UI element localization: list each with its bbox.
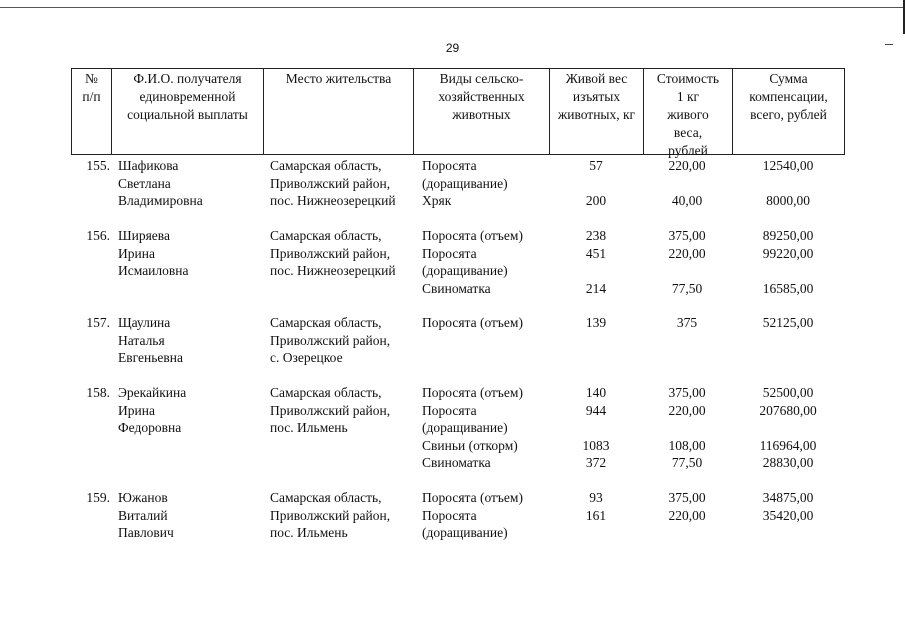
price-per-kg-value: 375,00 [668,385,706,400]
animal-kind: Поросята (отъем) [422,315,523,330]
live-weight-value: 214 [585,280,607,296]
header-price-line: рублей [668,143,708,158]
header-no-line: п/п [82,89,101,104]
recipient-name: Светлана [118,175,171,191]
live-weight-value: 238 [585,228,607,243]
live-weight-value: 161 [585,507,607,523]
header-sum-line: всего, рублей [750,107,827,122]
header-price-line: живого [667,107,709,122]
animal-kind: Свиноматка [422,455,491,470]
residence: Самарская область, [270,228,382,243]
animal-kind: Поросята [422,507,477,523]
header-kind-line: хозяйственных [438,89,525,104]
header-no-line: № [85,71,98,86]
recipient-name: Евгеньевна [118,350,183,365]
recipient-name: Павлович [118,525,174,540]
header-price-line: веса, [673,125,703,140]
live-weight-value: 200 [585,193,607,208]
live-weight-value: 372 [585,455,607,470]
animal-kind: Поросята [422,245,477,261]
recipient-name: Владимировна [118,193,203,208]
compensation-sum-value: 52125,00 [762,315,814,330]
row-number: 156. [86,228,110,243]
animal-kind: Хряк [422,193,452,208]
live-weight-value: 1083 [582,437,610,453]
header-no [71,68,111,155]
price-per-kg-value: 220,00 [668,245,706,261]
animal-kind: Свиноматка [422,280,491,296]
header-kind-line: животных [452,107,511,122]
price-per-kg-value: 220,00 [668,507,706,523]
price-per-kg-value: 220,00 [668,158,706,173]
compensation-sum-value: 116964,00 [759,437,817,453]
header-sum-line: компенсации, [749,89,828,104]
header-place [263,68,413,155]
price-per-kg-value: 77,50 [671,280,703,296]
price-per-kg-value: 220,00 [668,402,706,418]
recipient-name: Ирина [118,402,155,418]
recipient-name: Федоровна [118,420,182,435]
recipient-name: Ширяева [118,228,170,243]
residence: Приволжский район, [270,402,391,418]
header-name-line: социальной выплаты [127,107,248,122]
recipient-name: Наталья [118,332,165,348]
compensation-sum-value: 12540,00 [762,158,814,173]
live-weight-value: 93 [589,490,603,505]
residence: Приволжский район, [270,175,391,191]
price-per-kg-value: 375 [676,315,698,330]
residence: пос. Нижнеозерецкий [270,193,396,208]
compensation-sum-value: 34875,00 [762,490,814,505]
live-weight-value: 451 [585,245,607,261]
row-number: 155. [86,158,110,173]
header-weight-line: животных, кг [557,107,636,122]
header-name-line: Ф.И.О. получателя [133,71,242,86]
header-price [643,68,732,158]
animal-kind: Поросята (отъем) [422,385,523,400]
header-place-line: Место жительства [285,71,392,86]
compensation-sum-value: 8000,00 [766,193,810,208]
price-per-kg-value: 77,50 [671,455,703,470]
header-weight-line: изъятых [572,89,621,104]
residence: пос. Нижнеозерецкий [270,263,396,278]
animal-kind: (доращивание) [422,525,508,540]
animal-kind: Поросята [422,402,477,418]
live-weight-value: 944 [585,402,607,418]
live-weight-value: 140 [585,385,607,400]
header-weight-line: Живой вес [565,71,628,86]
compensation-sum-value: 207680,00 [759,402,817,418]
live-weight-value: 139 [585,315,607,330]
row-number: 157. [86,315,110,330]
compensation-sum-value: 89250,00 [762,228,814,243]
price-per-kg-value: 40,00 [671,193,703,208]
residence: Приволжский район, [270,332,391,348]
page-number: 29 [445,41,460,55]
animal-kind: Свиньи (откорм) [422,437,518,453]
header-price-line: 1 кг [676,89,700,104]
residence: с. Озерецкое [270,350,343,365]
price-per-kg-value: 375,00 [668,228,706,243]
recipient-name: Виталий [118,507,168,523]
residence: пос. Ильмень [270,420,348,435]
animal-kind: Поросята [422,158,477,173]
recipient-name: Эрекайкина [118,385,187,400]
compensation-sum-value: 52500,00 [762,385,814,400]
residence: Приволжский район, [270,507,391,523]
residence: Самарская область, [270,385,382,400]
header-sum [732,68,845,155]
header-price-line: Стоимость [656,71,720,86]
animal-kind: Поросята (отъем) [422,490,523,505]
animal-kind: (доращивание) [422,175,508,191]
residence: Самарская область, [270,490,382,505]
header-sum-line: Сумма [769,71,808,86]
compensation-sum-value: 35420,00 [762,507,814,523]
live-weight-value: 57 [589,158,603,173]
recipient-name: Исмаиловна [118,263,189,278]
animal-kind: (доращивание) [422,420,508,435]
compensation-sum-value: 16585,00 [762,280,814,296]
header-kind-line: Виды сельско- [439,71,524,86]
price-per-kg-value: 108,00 [668,437,706,453]
residence: пос. Ильмень [270,525,348,540]
residence: Приволжский район, [270,245,391,261]
row-number: 158. [86,385,110,400]
recipient-name: Ирина [118,245,155,261]
recipient-name: Шафикова [118,158,179,173]
animal-kind: Поросята (отъем) [422,228,523,243]
header-name [111,68,263,155]
compensation-sum-value: 28830,00 [762,455,814,470]
residence: Самарская область, [270,315,382,330]
row-number: 159. [86,490,110,505]
recipient-name: Щаулина [118,315,171,330]
header-name-line: единовременной [139,89,236,104]
residence: Самарская область, [270,158,382,173]
animal-kind: (доращивание) [422,263,508,278]
compensation-sum-value: 99220,00 [762,245,814,261]
recipient-name: Южанов [118,490,168,505]
page-top-rule [0,7,905,8]
header-weight [549,68,643,155]
header-kind [413,68,549,155]
price-per-kg-value: 375,00 [668,490,706,505]
